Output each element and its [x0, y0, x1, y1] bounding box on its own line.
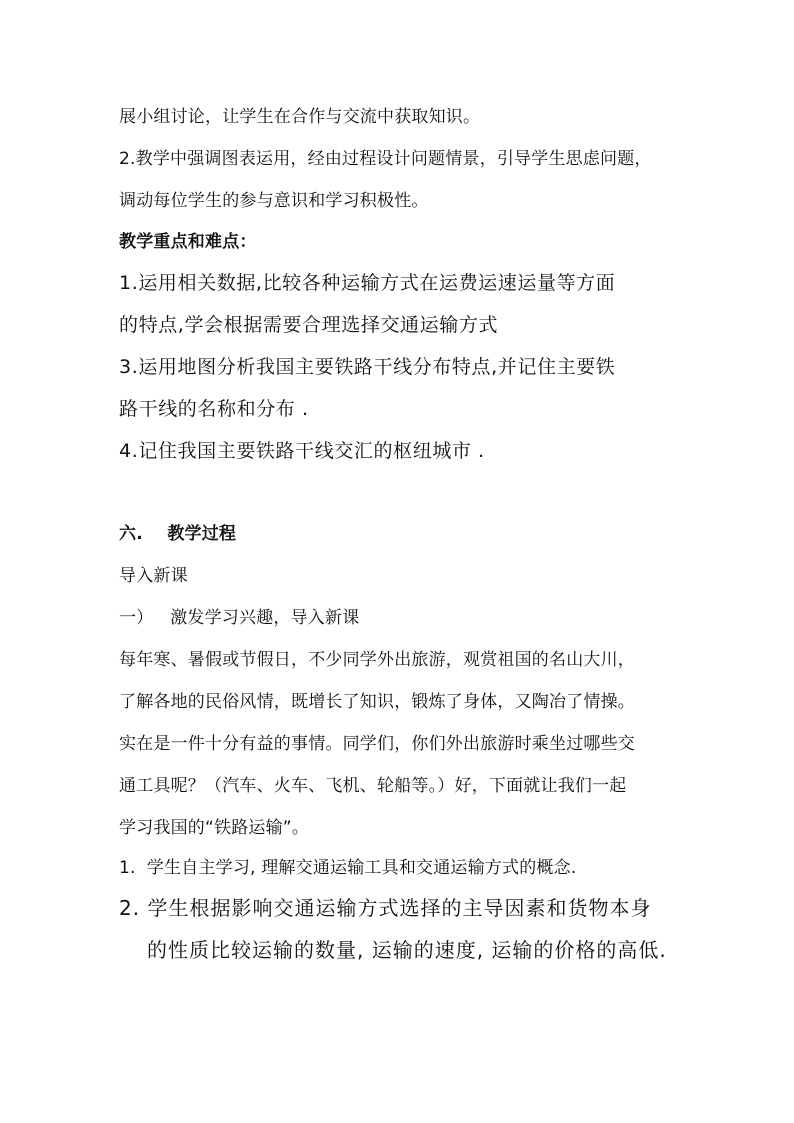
- text-line: 实在是一件十分有益的事情。同学们，你们外出旅游时乘坐过哪些交: [119, 734, 635, 754]
- list-item: 2. 学生根据影响交通运输方式选择的主导因素和货物本身: [119, 896, 652, 920]
- list-item-continuation: 的性质比较运输的数量, 运输的速度, 运输的价格的高低.: [147, 938, 667, 962]
- text-line: 每年寒、暑假或节假日，不少同学外出旅游，观赏祖国的名山大川，: [119, 650, 635, 670]
- text-line: 通工具呢？（汽车、火车、飞机、轮船等。）好，下面就让我们一起: [119, 776, 627, 796]
- text-line: 展小组讨论，让学生在合作与交流中获取知识。: [119, 107, 481, 127]
- text-line: 1.运用相关数据,比较各种运输方式在运费运速运量等方面: [119, 272, 616, 294]
- section-heading: 六. 教学过程: [119, 524, 237, 544]
- text-line: 4.记住我国主要铁路干线交汇的枢纽城市 .: [119, 440, 485, 462]
- subheading: 一） 激发学习兴趣，导入新课: [119, 608, 360, 628]
- text-line: 3.运用地图分析我国主要铁路干线分布特点,并记住主要铁: [119, 356, 616, 378]
- subheading: 导入新课: [119, 566, 188, 586]
- text-line: 了解各地的民俗风情，既增长了知识，锻炼了身体，又陶冶了情操。: [119, 692, 635, 712]
- list-item: 1. 学生自主学习, 理解交通运输工具和交通运输方式的概念.: [119, 858, 577, 878]
- text-line: 的特点,学会根据需要合理选择交通运输方式: [119, 314, 499, 336]
- text-line: 学习我国的“铁路运输”。: [119, 818, 310, 838]
- text-line: 2.教学中强调图表运用，经由过程设计问题情景，引导学生思虑问题，: [119, 149, 652, 169]
- text-line: 调动每位学生的参与意识和学习积极性。: [119, 191, 429, 211]
- section-heading: 教学重点和难点：: [119, 232, 257, 252]
- text-line: 路干线的名称和分布 .: [119, 398, 309, 420]
